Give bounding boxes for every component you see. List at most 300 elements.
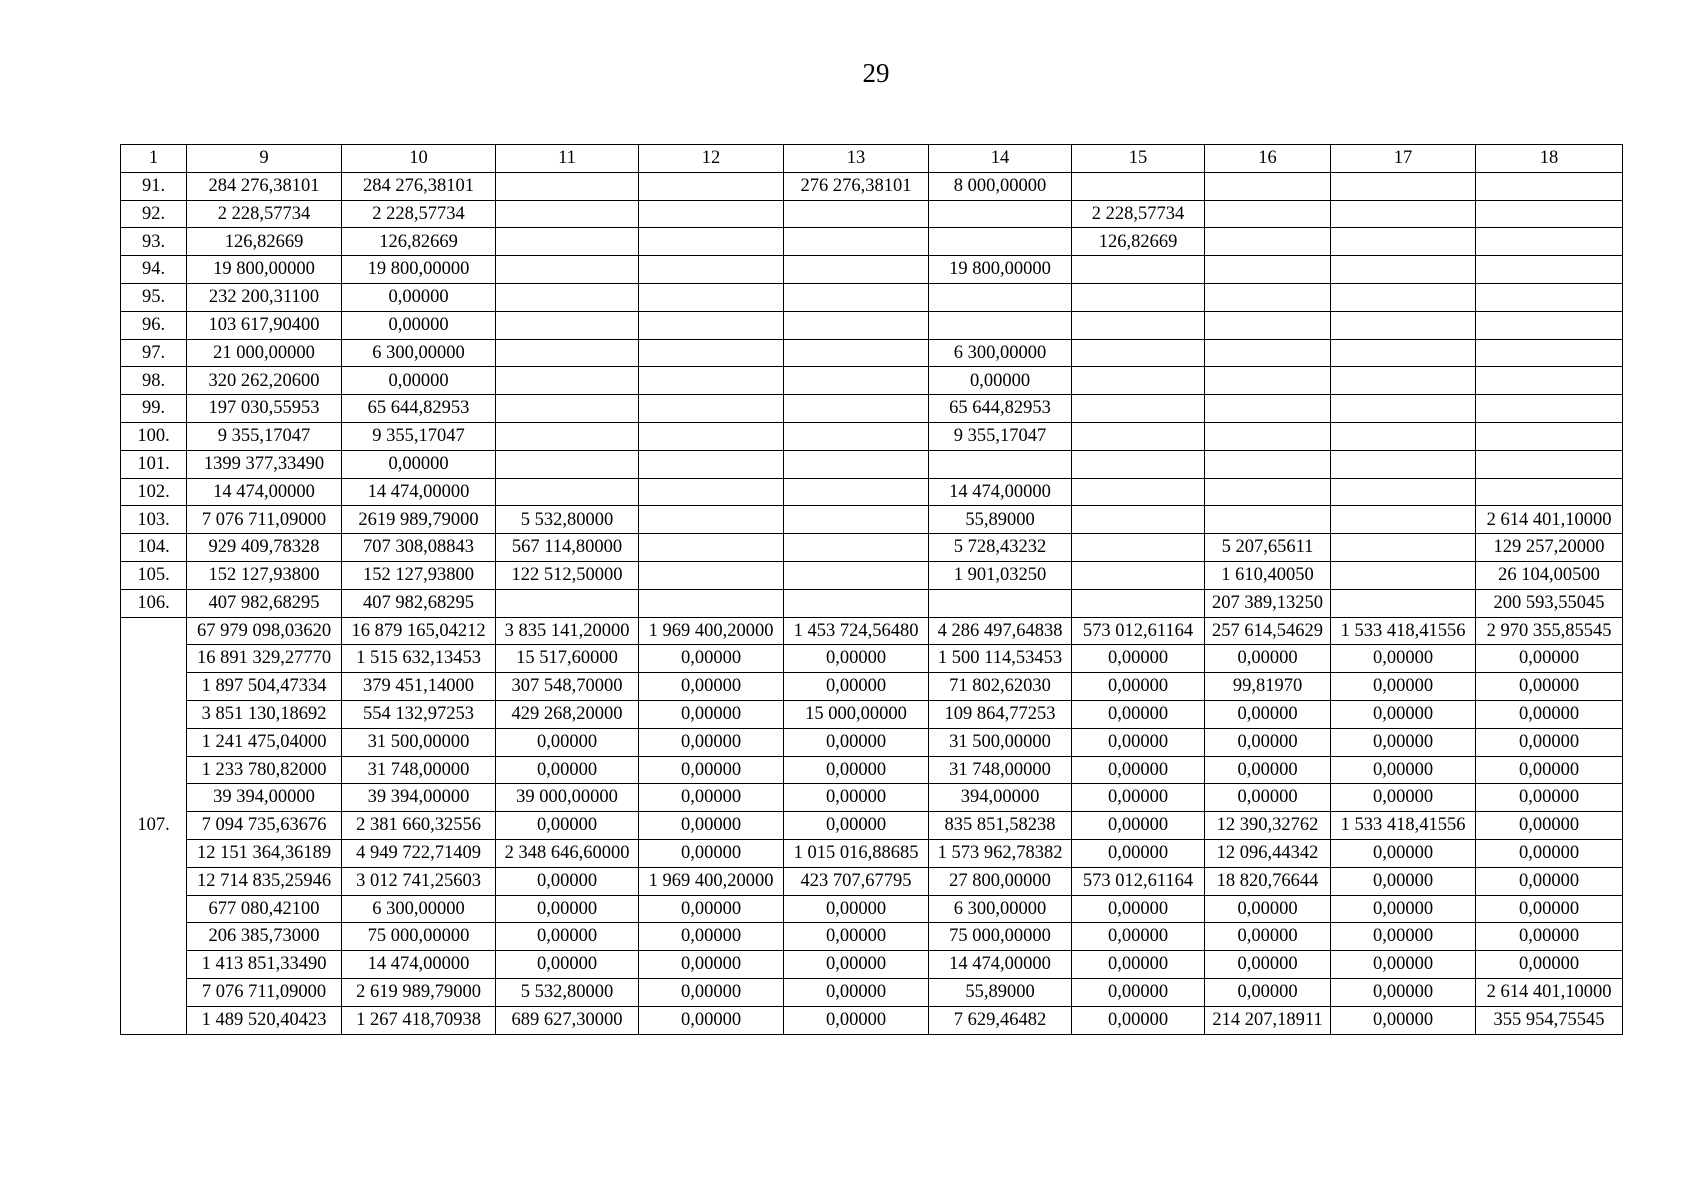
table-row bbox=[121, 256, 1623, 284]
table-cell: 9 355,17047 bbox=[342, 422, 496, 450]
group-row bbox=[121, 895, 1623, 923]
table-cell: 5 728,43232 bbox=[929, 534, 1072, 562]
row-number-cell: 96. bbox=[121, 311, 187, 339]
table-cell: 14 474,00000 bbox=[187, 478, 342, 506]
table-cell bbox=[929, 283, 1072, 311]
table-cell: 0,00000 bbox=[1331, 700, 1476, 728]
group-row bbox=[121, 728, 1623, 756]
table-cell: 0,00000 bbox=[1331, 923, 1476, 951]
table-cell bbox=[1205, 256, 1331, 284]
table-cell bbox=[639, 311, 784, 339]
table-cell bbox=[1476, 339, 1623, 367]
table-cell bbox=[1072, 339, 1205, 367]
table-cell bbox=[1476, 311, 1623, 339]
table-cell bbox=[1072, 367, 1205, 395]
header-cell: 16 bbox=[1205, 145, 1331, 173]
row-number-cell: 104. bbox=[121, 534, 187, 562]
table-cell: 0,00000 bbox=[784, 812, 929, 840]
table-cell: 1 573 962,78382 bbox=[929, 839, 1072, 867]
header-cell: 18 bbox=[1476, 145, 1623, 173]
table-cell: 18 820,76644 bbox=[1205, 867, 1331, 895]
table-cell bbox=[1331, 450, 1476, 478]
table-cell bbox=[1205, 200, 1331, 228]
table-cell bbox=[1331, 367, 1476, 395]
table-cell bbox=[639, 478, 784, 506]
table-cell bbox=[784, 534, 929, 562]
table-cell: 0,00000 bbox=[784, 978, 929, 1006]
table-cell: 284 276,38101 bbox=[342, 172, 496, 200]
table-cell: 835 851,58238 bbox=[929, 812, 1072, 840]
table-cell: 0,00000 bbox=[1331, 1006, 1476, 1034]
group-row bbox=[121, 756, 1623, 784]
table-cell: 379 451,14000 bbox=[342, 673, 496, 701]
table-cell bbox=[1072, 422, 1205, 450]
table-cell: 0,00000 bbox=[1331, 784, 1476, 812]
table-cell: 284 276,38101 bbox=[187, 172, 342, 200]
table-cell: 14 474,00000 bbox=[929, 951, 1072, 979]
table-cell: 31 748,00000 bbox=[929, 756, 1072, 784]
table-cell: 0,00000 bbox=[342, 311, 496, 339]
table-cell: 75 000,00000 bbox=[929, 923, 1072, 951]
table-cell bbox=[1476, 450, 1623, 478]
table-row bbox=[121, 172, 1623, 200]
table-cell bbox=[639, 228, 784, 256]
table-cell: 214 207,18911 bbox=[1205, 1006, 1331, 1034]
group-row bbox=[121, 923, 1623, 951]
table-cell: 0,00000 bbox=[1072, 756, 1205, 784]
table-cell bbox=[639, 450, 784, 478]
table-cell: 109 864,77253 bbox=[929, 700, 1072, 728]
table-cell bbox=[1072, 589, 1205, 617]
table-cell bbox=[784, 339, 929, 367]
table-cell: 0,00000 bbox=[1072, 673, 1205, 701]
table-cell: 2 228,57734 bbox=[187, 200, 342, 228]
table-cell bbox=[1476, 478, 1623, 506]
table-cell bbox=[784, 589, 929, 617]
table-cell: 0,00000 bbox=[1205, 700, 1331, 728]
table-cell bbox=[784, 256, 929, 284]
table-cell bbox=[496, 422, 639, 450]
table-cell: 0,00000 bbox=[1476, 673, 1623, 701]
table-cell: 394,00000 bbox=[929, 784, 1072, 812]
table-cell bbox=[1331, 283, 1476, 311]
table-cell bbox=[639, 534, 784, 562]
table-cell: 0,00000 bbox=[1331, 645, 1476, 673]
table-cell: 1 500 114,53453 bbox=[929, 645, 1072, 673]
table-cell: 307 548,70000 bbox=[496, 673, 639, 701]
table-cell bbox=[496, 283, 639, 311]
table-cell bbox=[496, 172, 639, 200]
table-cell: 99,81970 bbox=[1205, 673, 1331, 701]
table-cell: 689 627,30000 bbox=[496, 1006, 639, 1034]
table-cell: 0,00000 bbox=[496, 923, 639, 951]
table-cell: 0,00000 bbox=[1476, 923, 1623, 951]
table-cell: 0,00000 bbox=[1205, 978, 1331, 1006]
table-cell: 0,00000 bbox=[639, 839, 784, 867]
header-cell: 11 bbox=[496, 145, 639, 173]
table-cell: 16 879 165,04212 bbox=[342, 617, 496, 645]
table-cell: 0,00000 bbox=[1205, 756, 1331, 784]
table-cell: 0,00000 bbox=[1476, 839, 1623, 867]
table-cell: 0,00000 bbox=[1331, 951, 1476, 979]
table-cell: 2 381 660,32556 bbox=[342, 812, 496, 840]
table-cell: 31 500,00000 bbox=[929, 728, 1072, 756]
table-cell bbox=[1072, 395, 1205, 423]
table-row bbox=[121, 200, 1623, 228]
table-cell: 0,00000 bbox=[1331, 867, 1476, 895]
table-cell: 67 979 098,03620 bbox=[187, 617, 342, 645]
table-cell: 0,00000 bbox=[639, 923, 784, 951]
header-cell: 15 bbox=[1072, 145, 1205, 173]
table-cell: 0,00000 bbox=[639, 700, 784, 728]
table-cell: 6 300,00000 bbox=[342, 895, 496, 923]
table-cell bbox=[1331, 561, 1476, 589]
table-cell bbox=[1476, 172, 1623, 200]
table-cell: 14 474,00000 bbox=[342, 478, 496, 506]
table-row bbox=[121, 228, 1623, 256]
table-cell bbox=[784, 228, 929, 256]
table-cell: 19 800,00000 bbox=[342, 256, 496, 284]
table-cell bbox=[496, 200, 639, 228]
table-cell bbox=[1331, 422, 1476, 450]
table-cell: 7 076 711,09000 bbox=[187, 978, 342, 1006]
table-cell: 0,00000 bbox=[639, 1006, 784, 1034]
table-cell bbox=[1331, 172, 1476, 200]
table-cell: 39 394,00000 bbox=[187, 784, 342, 812]
table-cell: 0,00000 bbox=[784, 756, 929, 784]
table-cell: 126,82669 bbox=[187, 228, 342, 256]
table-cell: 677 080,42100 bbox=[187, 895, 342, 923]
table-cell: 554 132,97253 bbox=[342, 700, 496, 728]
table-cell: 7 076 711,09000 bbox=[187, 506, 342, 534]
table-cell bbox=[496, 311, 639, 339]
table-cell: 707 308,08843 bbox=[342, 534, 496, 562]
table-cell bbox=[1331, 256, 1476, 284]
header-cell: 9 bbox=[187, 145, 342, 173]
table-cell: 429 268,20000 bbox=[496, 700, 639, 728]
table-cell: 12 714 835,25946 bbox=[187, 867, 342, 895]
table-cell: 1 413 851,33490 bbox=[187, 951, 342, 979]
table-cell: 0,00000 bbox=[1205, 784, 1331, 812]
table-cell: 0,00000 bbox=[1331, 756, 1476, 784]
table-cell bbox=[496, 589, 639, 617]
table-cell bbox=[1331, 534, 1476, 562]
table-cell: 0,00000 bbox=[639, 645, 784, 673]
page-number: 29 bbox=[862, 58, 890, 88]
group-row bbox=[121, 978, 1623, 1006]
table-cell bbox=[1072, 450, 1205, 478]
row-number-cell: 93. bbox=[121, 228, 187, 256]
row-number-cell: 99. bbox=[121, 395, 187, 423]
header-cell: 1 bbox=[121, 145, 187, 173]
table-cell: 1399 377,33490 bbox=[187, 450, 342, 478]
row-number-cell: 102. bbox=[121, 478, 187, 506]
table-cell: 407 982,68295 bbox=[187, 589, 342, 617]
table-cell: 3 835 141,20000 bbox=[496, 617, 639, 645]
table-cell: 0,00000 bbox=[929, 367, 1072, 395]
table-cell bbox=[1205, 450, 1331, 478]
table-cell bbox=[1476, 283, 1623, 311]
table-cell: 0,00000 bbox=[639, 728, 784, 756]
table-cell: 14 474,00000 bbox=[342, 951, 496, 979]
group-row bbox=[121, 700, 1623, 728]
table-cell: 0,00000 bbox=[639, 756, 784, 784]
table-cell: 1 515 632,13453 bbox=[342, 645, 496, 673]
table-cell: 0,00000 bbox=[639, 673, 784, 701]
table-cell bbox=[639, 367, 784, 395]
table-cell bbox=[784, 478, 929, 506]
table-cell: 75 000,00000 bbox=[342, 923, 496, 951]
table-cell: 0,00000 bbox=[1072, 812, 1205, 840]
table-cell: 26 104,00500 bbox=[1476, 561, 1623, 589]
row-number-cell: 91. bbox=[121, 172, 187, 200]
table-cell: 0,00000 bbox=[1072, 700, 1205, 728]
table-cell: 0,00000 bbox=[342, 367, 496, 395]
table-cell bbox=[1331, 395, 1476, 423]
table-cell: 0,00000 bbox=[784, 673, 929, 701]
table-cell: 0,00000 bbox=[1476, 951, 1623, 979]
table-cell: 3 851 130,18692 bbox=[187, 700, 342, 728]
table-cell bbox=[1072, 311, 1205, 339]
table-cell bbox=[1205, 228, 1331, 256]
table-cell: 0,00000 bbox=[1476, 756, 1623, 784]
group-row bbox=[121, 812, 1623, 840]
table-cell bbox=[929, 450, 1072, 478]
table-cell: 257 614,54629 bbox=[1205, 617, 1331, 645]
table-row bbox=[121, 506, 1623, 534]
table-cell bbox=[639, 172, 784, 200]
table-cell: 0,00000 bbox=[1072, 923, 1205, 951]
table-cell: 0,00000 bbox=[1072, 784, 1205, 812]
table-cell: 65 644,82953 bbox=[342, 395, 496, 423]
table-cell: 4 286 497,64838 bbox=[929, 617, 1072, 645]
table-cell: 55,89000 bbox=[929, 506, 1072, 534]
group-row bbox=[121, 617, 1623, 645]
table-cell: 276 276,38101 bbox=[784, 172, 929, 200]
table-cell: 19 800,00000 bbox=[929, 256, 1072, 284]
table-cell bbox=[1331, 200, 1476, 228]
table-cell bbox=[1476, 200, 1623, 228]
table-cell: 0,00000 bbox=[639, 895, 784, 923]
table-row bbox=[121, 422, 1623, 450]
table-cell: 0,00000 bbox=[1072, 1006, 1205, 1034]
table-cell: 14 474,00000 bbox=[929, 478, 1072, 506]
table-cell: 1 533 418,41556 bbox=[1331, 812, 1476, 840]
table-cell: 0,00000 bbox=[1331, 673, 1476, 701]
table-cell bbox=[1331, 478, 1476, 506]
table-cell: 126,82669 bbox=[1072, 228, 1205, 256]
table-cell: 19 800,00000 bbox=[187, 256, 342, 284]
table-row bbox=[121, 367, 1623, 395]
table-cell bbox=[1072, 478, 1205, 506]
table-cell: 1 533 418,41556 bbox=[1331, 617, 1476, 645]
table-cell: 0,00000 bbox=[1205, 728, 1331, 756]
table-cell: 0,00000 bbox=[784, 645, 929, 673]
table-cell: 232 200,31100 bbox=[187, 283, 342, 311]
table-row bbox=[121, 339, 1623, 367]
table-cell: 0,00000 bbox=[496, 812, 639, 840]
table-cell: 2 228,57734 bbox=[342, 200, 496, 228]
table-cell: 55,89000 bbox=[929, 978, 1072, 1006]
table-cell bbox=[639, 339, 784, 367]
table-cell: 0,00000 bbox=[784, 784, 929, 812]
table-cell: 0,00000 bbox=[1476, 700, 1623, 728]
table-cell: 197 030,55953 bbox=[187, 395, 342, 423]
table-cell: 31 748,00000 bbox=[342, 756, 496, 784]
table-cell: 5 532,80000 bbox=[496, 506, 639, 534]
table-cell: 7 094 735,63676 bbox=[187, 812, 342, 840]
table-cell: 0,00000 bbox=[1205, 923, 1331, 951]
table-cell bbox=[1331, 506, 1476, 534]
table-cell bbox=[1331, 311, 1476, 339]
table-cell: 0,00000 bbox=[1476, 728, 1623, 756]
table-cell bbox=[929, 228, 1072, 256]
table-cell: 16 891 329,27770 bbox=[187, 645, 342, 673]
table-cell bbox=[929, 200, 1072, 228]
table-cell: 0,00000 bbox=[784, 728, 929, 756]
row-number-cell: 103. bbox=[121, 506, 187, 534]
table-cell: 129 257,20000 bbox=[1476, 534, 1623, 562]
table-cell: 573 012,61164 bbox=[1072, 867, 1205, 895]
table-cell bbox=[929, 311, 1072, 339]
table-cell: 1 267 418,70938 bbox=[342, 1006, 496, 1034]
group-row bbox=[121, 951, 1623, 979]
group-row bbox=[121, 645, 1623, 673]
table-cell bbox=[639, 256, 784, 284]
table-cell: 0,00000 bbox=[1205, 951, 1331, 979]
table-cell: 567 114,80000 bbox=[496, 534, 639, 562]
table-cell: 5 532,80000 bbox=[496, 978, 639, 1006]
table-cell: 2 228,57734 bbox=[1072, 200, 1205, 228]
table-cell: 0,00000 bbox=[639, 812, 784, 840]
table-cell bbox=[784, 395, 929, 423]
table-cell: 207 389,13250 bbox=[1205, 589, 1331, 617]
table-cell: 7 629,46482 bbox=[929, 1006, 1072, 1034]
table-cell: 71 802,62030 bbox=[929, 673, 1072, 701]
header-cell: 17 bbox=[1331, 145, 1476, 173]
table-cell: 3 012 741,25603 bbox=[342, 867, 496, 895]
table-cell bbox=[1476, 228, 1623, 256]
row-number-cell: 101. bbox=[121, 450, 187, 478]
table-cell bbox=[1476, 422, 1623, 450]
table-cell bbox=[1205, 367, 1331, 395]
table-cell: 200 593,55045 bbox=[1476, 589, 1623, 617]
table-cell bbox=[1072, 534, 1205, 562]
header-cell: 12 bbox=[639, 145, 784, 173]
table-cell: 0,00000 bbox=[496, 728, 639, 756]
table-cell: 1 015 016,88685 bbox=[784, 839, 929, 867]
table-row bbox=[121, 450, 1623, 478]
group-row bbox=[121, 784, 1623, 812]
table-cell: 0,00000 bbox=[1476, 645, 1623, 673]
table-row bbox=[121, 283, 1623, 311]
table-cell: 0,00000 bbox=[1331, 839, 1476, 867]
table-cell bbox=[1205, 506, 1331, 534]
table-cell: 2 614 401,10000 bbox=[1476, 978, 1623, 1006]
table-cell: 0,00000 bbox=[1331, 978, 1476, 1006]
table-cell: 0,00000 bbox=[496, 951, 639, 979]
table-cell: 407 982,68295 bbox=[342, 589, 496, 617]
table-cell: 5 207,65611 bbox=[1205, 534, 1331, 562]
table-cell bbox=[639, 395, 784, 423]
row-number-cell: 106. bbox=[121, 589, 187, 617]
table-cell bbox=[929, 589, 1072, 617]
table-cell: 122 512,50000 bbox=[496, 561, 639, 589]
group-row bbox=[121, 673, 1623, 701]
table-cell: 1 897 504,47334 bbox=[187, 673, 342, 701]
table-cell bbox=[1476, 367, 1623, 395]
table-cell: 31 500,00000 bbox=[342, 728, 496, 756]
header-cell: 14 bbox=[929, 145, 1072, 173]
table-cell: 1 969 400,20000 bbox=[639, 617, 784, 645]
table-cell bbox=[784, 367, 929, 395]
table-cell: 0,00000 bbox=[639, 951, 784, 979]
table-row bbox=[121, 589, 1623, 617]
table-row bbox=[121, 395, 1623, 423]
table-cell: 206 385,73000 bbox=[187, 923, 342, 951]
table-cell bbox=[639, 506, 784, 534]
table-cell: 1 489 520,40423 bbox=[187, 1006, 342, 1034]
table-row bbox=[121, 311, 1623, 339]
table-cell: 21 000,00000 bbox=[187, 339, 342, 367]
group-row bbox=[121, 1006, 1623, 1034]
table-cell bbox=[1205, 172, 1331, 200]
table-cell: 0,00000 bbox=[639, 784, 784, 812]
table-cell: 1 610,40050 bbox=[1205, 561, 1331, 589]
table-cell: 0,00000 bbox=[784, 1006, 929, 1034]
group-row bbox=[121, 867, 1623, 895]
table-cell bbox=[1476, 256, 1623, 284]
row-number-cell: 98. bbox=[121, 367, 187, 395]
table-cell bbox=[1331, 228, 1476, 256]
row-number-cell: 92. bbox=[121, 200, 187, 228]
table-cell: 1 233 780,82000 bbox=[187, 756, 342, 784]
row-number-cell: 95. bbox=[121, 283, 187, 311]
table-cell bbox=[1205, 395, 1331, 423]
row-number-cell: 97. bbox=[121, 339, 187, 367]
row-number-cell: 100. bbox=[121, 422, 187, 450]
table-row bbox=[121, 561, 1623, 589]
table-cell: 0,00000 bbox=[1476, 812, 1623, 840]
table-cell: 2 348 646,60000 bbox=[496, 839, 639, 867]
table-cell: 0,00000 bbox=[1072, 645, 1205, 673]
table-cell: 0,00000 bbox=[1072, 728, 1205, 756]
table-cell bbox=[784, 450, 929, 478]
table-cell: 103 617,90400 bbox=[187, 311, 342, 339]
table-cell: 4 949 722,71409 bbox=[342, 839, 496, 867]
row-number-cell: 105. bbox=[121, 561, 187, 589]
table-cell: 2619 989,79000 bbox=[342, 506, 496, 534]
table-row bbox=[121, 534, 1623, 562]
table-cell: 0,00000 bbox=[1476, 867, 1623, 895]
table-cell: 0,00000 bbox=[639, 978, 784, 1006]
table-cell bbox=[496, 478, 639, 506]
table-cell: 0,00000 bbox=[784, 923, 929, 951]
table-cell bbox=[784, 422, 929, 450]
table-cell bbox=[1205, 311, 1331, 339]
table-cell bbox=[1072, 506, 1205, 534]
table-cell: 423 707,67795 bbox=[784, 867, 929, 895]
table-cell: 0,00000 bbox=[1072, 895, 1205, 923]
table-cell bbox=[1072, 283, 1205, 311]
table-cell: 0,00000 bbox=[1205, 895, 1331, 923]
table-cell bbox=[784, 561, 929, 589]
header-cell: 10 bbox=[342, 145, 496, 173]
table-cell: 1 241 475,04000 bbox=[187, 728, 342, 756]
table-cell: 12 096,44342 bbox=[1205, 839, 1331, 867]
table-cell bbox=[639, 283, 784, 311]
table-cell: 2 970 355,85545 bbox=[1476, 617, 1623, 645]
